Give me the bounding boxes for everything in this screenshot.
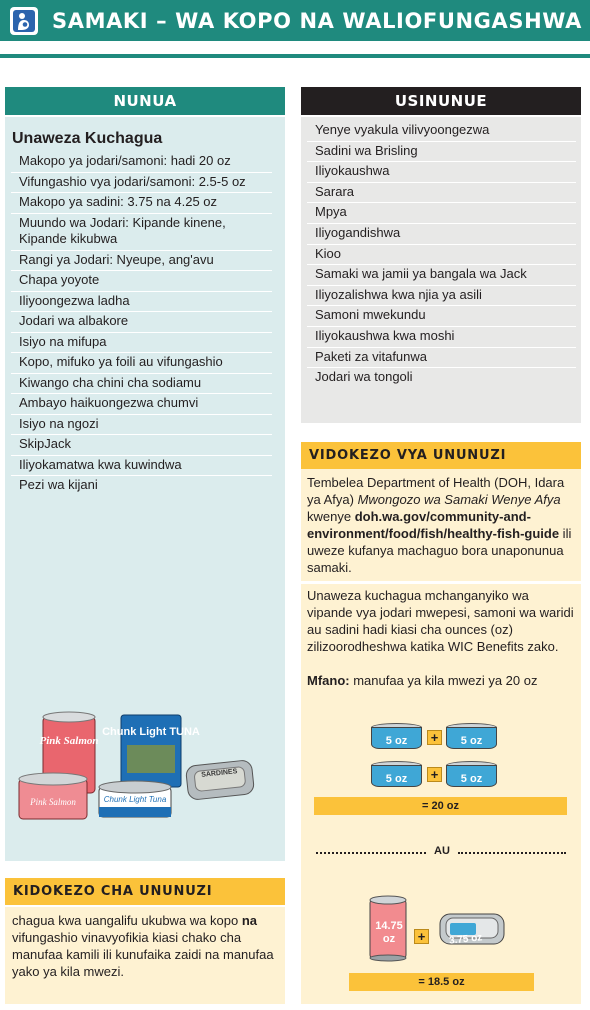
sardines-tin-label: SARDINES (200, 768, 238, 779)
guide-link[interactable]: doh.wa.gov/community-and-environment/food/fish/healthy-fish-guide (307, 509, 560, 541)
list-item: Jodari wa albakore (11, 312, 272, 333)
list-item: Ambayo haikuongezwa chumvi (11, 394, 272, 415)
tip-text: kwenye (307, 509, 355, 524)
can-5oz: 5 oz (371, 723, 422, 749)
list-item: Samoni mwekundu (307, 306, 576, 327)
plus-icon: + (414, 929, 429, 944)
usinunue-panel (301, 117, 581, 423)
divider-left (316, 852, 426, 854)
tip-text: Tembelea Department of Health (DOH, Idara ya Afya) (307, 475, 565, 507)
total-20oz-bar: = 20 oz (314, 797, 567, 815)
list-item: SkipJack (11, 435, 272, 456)
wic-logo-icon (10, 7, 38, 35)
list-item: Makopo ya sadini: 3.75 na 4.25 oz (11, 193, 272, 214)
list-item: Isiyo na mifupa (11, 333, 272, 354)
tuna-can-label: Chunk Light Tuna (103, 795, 167, 804)
tip-text: chagua kwa uangalifu ukubwa wa kopo (12, 913, 242, 928)
list-item: Iliyokaushwa (307, 162, 576, 183)
list-item: Iliyokamatwa kwa kuwindwa (11, 456, 272, 477)
nunua-panel (5, 117, 285, 861)
tip-emphasis: na (241, 913, 257, 928)
can-5oz: 5 oz (371, 761, 422, 787)
shopping-tip-can-size (5, 907, 285, 1004)
list-item: Samaki wa jamii ya bangala wa Jack (307, 265, 576, 286)
list-item: Rangi ya Jodari: Nyeupe, ang'avu (11, 251, 272, 272)
tip-text: Unaweza kuchagua mchanganyiko wa vipande vya jodari mwepesi, samoni wa waridi au sadini hadi kiasi cha ounces (oz) zilizoorodheshwa katika WIC Benefits zako. (307, 588, 574, 654)
nunua-list (11, 152, 272, 496)
list-item: Jodari wa tongoli (315, 369, 413, 385)
header-divider (0, 54, 590, 58)
list-item: Makopo ya jodari/samoni: hadi 20 oz (11, 152, 272, 173)
page-title: SAMAKI – WA KOPO NA WALIOFUNGASHWA (52, 8, 582, 33)
list-item: Kopo, mifuko ya foili au vifungashio (11, 353, 272, 374)
usinunue-list (307, 121, 576, 388)
list-item: Mpya (307, 203, 576, 224)
can-5oz: 5 oz (446, 761, 497, 787)
usinunue-heading: USINUNUE (301, 87, 581, 115)
list-item: Iliyokaushwa kwa moshi (307, 327, 576, 348)
nunua-heading: NUNUA (5, 87, 285, 115)
nunua-subheading: Unaweza Kuchagua (12, 130, 163, 147)
pink-salmon-small-label: Pink Salmon (30, 797, 76, 807)
list-item: Iliyozalishwa kwa njia ya asili (307, 286, 576, 307)
example-line (307, 672, 575, 689)
list-item: Kiwango cha chini cha sodiamu (11, 374, 272, 395)
shopping-tips-heading: VIDOKEZO VYA UNUNUZI (301, 442, 581, 469)
fish-products-image (15, 709, 255, 829)
list-item: Vifungashio vya jodari/samoni: 2.5-5 oz (11, 173, 272, 194)
total-18-5oz-bar: = 18.5 oz (349, 973, 534, 991)
can-3-75oz-label: 3.75 oz (448, 932, 483, 947)
list-item: Sarara (307, 183, 576, 204)
list-item: Paketi za vitafunwa (307, 348, 576, 369)
shopping-tip-heading: KIDOKEZO CHA UNUNUZI (5, 878, 285, 905)
example-label: Mfano: (307, 673, 350, 688)
plus-icon: + (427, 767, 442, 782)
page-header (0, 0, 590, 41)
list-item: Iliyoongezwa ladha (11, 292, 272, 313)
list-item: Iliyogandishwa (307, 224, 576, 245)
can-14-75oz-label: 14.75 oz (375, 920, 403, 945)
tip-text: ili uweze kufanya machaguo bora unaponunua samaki. (307, 526, 572, 575)
list-item: Sadini wa Brisling (307, 142, 576, 163)
example-text: manufaa ya kila mwezi ya 20 oz (349, 673, 538, 688)
list-item: Kioo (307, 245, 576, 266)
or-label: AU (434, 845, 450, 857)
shopping-tip-doh (301, 469, 581, 581)
divider-right (458, 852, 566, 854)
guide-title: Mwongozo wa Samaki Wenye Afya (357, 492, 561, 507)
can-5oz: 5 oz (446, 723, 497, 749)
plus-icon: + (427, 730, 442, 745)
tip-text: vifungashio vinavyofikia kiasi chako cha manufaa kamili ili kunufaika zaidi na manufaa yako ya kila mwezi. (12, 930, 274, 979)
list-item: Pezi wa kijani (19, 477, 98, 492)
list-item: Isiyo na ngozi (11, 415, 272, 436)
list-item: Yenye vyakula vilivyoongezwa (307, 121, 576, 142)
list-item: Chapa yoyote (11, 271, 272, 292)
pink-salmon-can-label: Pink Salmon (39, 735, 99, 747)
tuna-pouch-label: Chunk Light TUNA (102, 726, 200, 738)
list-item: Muundo wa Jodari: Kipande kinene, Kipande kikubwa (11, 214, 272, 251)
